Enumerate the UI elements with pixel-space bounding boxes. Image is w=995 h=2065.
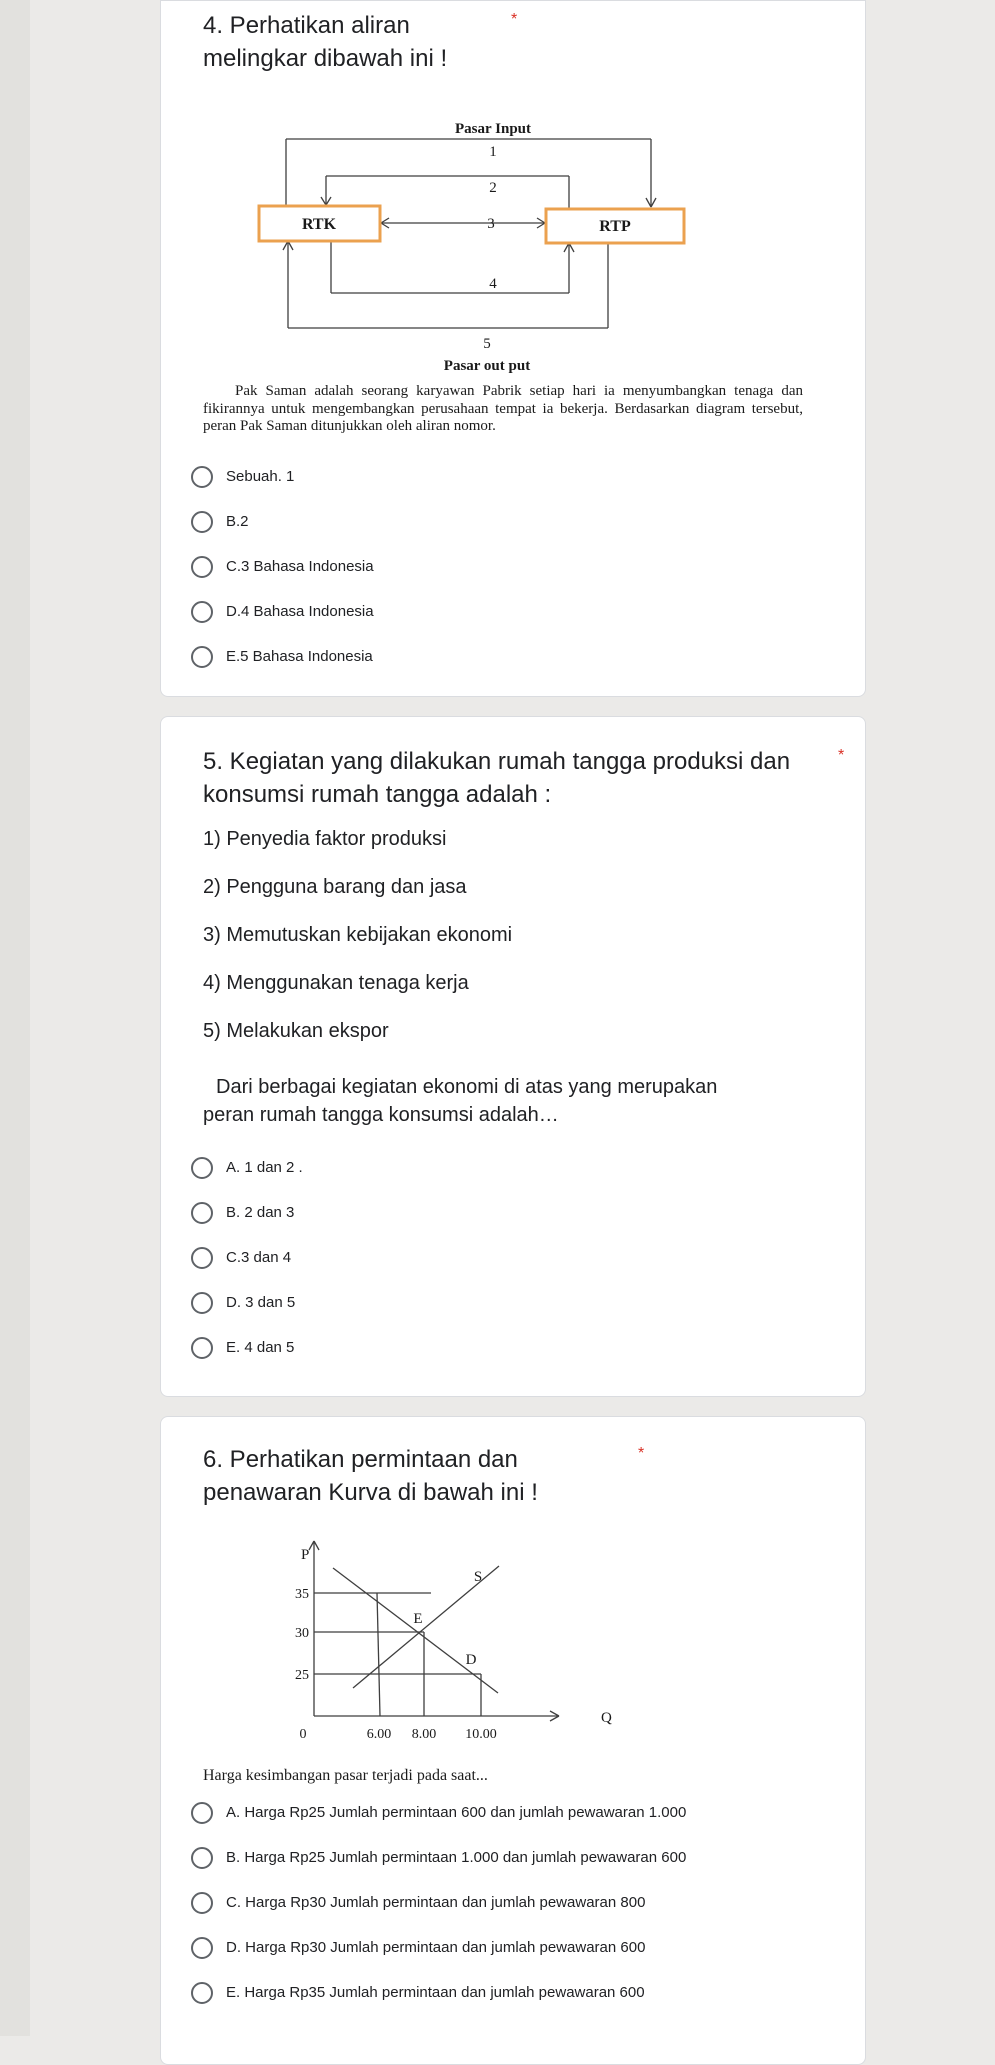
- option-label[interactable]: B. Harga Rp25 Jumlah permintaan 1.000 dan jumlah pewawaran 600: [226, 1849, 687, 1866]
- question-4-options: [161, 466, 865, 668]
- option-row[interactable]: [191, 1292, 865, 1314]
- option-label[interactable]: D.4 Bahasa Indonesia: [226, 603, 374, 620]
- list-item: 5) Melakukan ekspor: [203, 1019, 389, 1042]
- flow-1-label: 1: [489, 144, 497, 160]
- radio-button[interactable]: [191, 466, 213, 488]
- y-tick-25: 25: [295, 1667, 309, 1683]
- equilibrium-label: E: [413, 1610, 423, 1627]
- radio-button[interactable]: [191, 1802, 213, 1824]
- y-axis-label: P: [301, 1546, 310, 1563]
- option-label[interactable]: Sebuah. 1: [226, 468, 295, 485]
- question-5-title: 5. Kegiatan yang dilakukan rumah tangga produksi dan konsumsi rumah tangga adalah :: [203, 747, 791, 808]
- list-item: 4) Menggunakan tenaga kerja: [203, 971, 469, 994]
- option-label[interactable]: C. Harga Rp30 Jumlah permintaan dan jumlah pewawaran 800: [226, 1894, 646, 1911]
- rtp-box-label: RTP: [599, 218, 631, 235]
- x-tick-6: 6.00: [366, 1726, 392, 1742]
- option-row[interactable]: [191, 1802, 865, 1824]
- option-label[interactable]: B. 2 dan 3: [226, 1204, 295, 1221]
- radio-button[interactable]: [191, 1202, 213, 1224]
- question-5-title-row: [203, 745, 865, 811]
- option-label[interactable]: A. 1 dan 2 .: [226, 1159, 303, 1176]
- x-tick-8: 8.00: [411, 1726, 437, 1742]
- supply-demand-chart: [281, 1531, 626, 1753]
- option-row[interactable]: [191, 1337, 865, 1359]
- pasar-output-label: Pasar out put: [443, 358, 531, 374]
- option-row[interactable]: [191, 1937, 865, 1959]
- option-label[interactable]: E. Harga Rp35 Jumlah permintaan dan jumlah pewawaran 600: [226, 1984, 645, 2001]
- pasar-input-label: Pasar Input: [455, 121, 531, 137]
- option-label[interactable]: C.3 dan 4: [226, 1249, 292, 1266]
- circular-flow-diagram: [251, 89, 711, 381]
- question-card-5: [160, 716, 866, 1397]
- radio-button[interactable]: [191, 556, 213, 578]
- required-asterisk: *: [638, 1444, 645, 1462]
- list-item: 1) Penyedia faktor produksi: [203, 827, 447, 850]
- supply-label: S: [473, 1568, 483, 1585]
- radio-button[interactable]: [191, 601, 213, 623]
- rtk-box-label: RTK: [301, 216, 337, 233]
- required-asterisk: *: [511, 11, 518, 28]
- radio-button[interactable]: [191, 1337, 213, 1359]
- option-label[interactable]: C.3 Bahasa Indonesia: [226, 558, 374, 575]
- radio-button[interactable]: [191, 1292, 213, 1314]
- option-row[interactable]: [191, 1982, 865, 2004]
- option-label[interactable]: E.5 Bahasa Indonesia: [226, 648, 373, 665]
- y-tick-30: 30: [295, 1625, 309, 1641]
- question-card-4: [160, 0, 866, 697]
- option-row[interactable]: [191, 511, 865, 533]
- option-row[interactable]: [191, 1247, 865, 1269]
- radio-button[interactable]: [191, 1847, 213, 1869]
- option-label[interactable]: D. 3 dan 5: [226, 1294, 296, 1311]
- option-row[interactable]: [191, 1892, 865, 1914]
- question-4-title-row: [203, 9, 865, 75]
- radio-button[interactable]: [191, 646, 213, 668]
- required-asterisk: *: [838, 746, 845, 764]
- question-6-options: [161, 1802, 865, 2004]
- flow-3-label: 3: [487, 216, 495, 232]
- option-label[interactable]: E. 4 dan 5: [226, 1339, 295, 1356]
- origin-label: 0: [299, 1726, 307, 1742]
- question-5-item-list: [161, 827, 865, 1043]
- question-6-caption: Harga kesimbangan pasar terjadi pada saat...: [203, 1766, 488, 1784]
- radio-button[interactable]: [191, 1892, 213, 1914]
- flow-2-label: 2: [489, 180, 497, 196]
- question-6-title: 6. Perhatikan permintaan dan penawaran Kurva di bawah ini !: [203, 1445, 538, 1506]
- x-axis-label: Q: [601, 1709, 612, 1726]
- question-5-options: [161, 1157, 865, 1359]
- radio-button[interactable]: [191, 1937, 213, 1959]
- y-tick-35: 35: [295, 1586, 309, 1602]
- list-item: 3) Memutuskan kebijakan ekonomi: [203, 923, 513, 946]
- radio-button[interactable]: [191, 1247, 213, 1269]
- option-label[interactable]: D. Harga Rp30 Jumlah permintaan dan jumlah pewawaran 600: [226, 1939, 646, 1956]
- option-row[interactable]: [191, 1157, 865, 1179]
- demand-label: D: [465, 1651, 477, 1668]
- option-row[interactable]: [191, 1202, 865, 1224]
- option-row[interactable]: [191, 601, 865, 623]
- option-label[interactable]: A. Harga Rp25 Jumlah permintaan 600 dan jumlah pewawaran 1.000: [226, 1804, 687, 1821]
- option-row[interactable]: [191, 556, 865, 578]
- radio-button[interactable]: [191, 1157, 213, 1179]
- question-4-title: 4. Perhatikan aliran melingkar dibawah ini !: [203, 12, 448, 72]
- page-left-margin-strip: [0, 0, 30, 2036]
- x-tick-10: 10.00: [465, 1726, 497, 1742]
- flow-4-label: 4: [489, 276, 497, 292]
- option-label[interactable]: B.2: [226, 513, 249, 530]
- flow-5-label: 5: [483, 336, 491, 352]
- option-row[interactable]: [191, 646, 865, 668]
- radio-button[interactable]: [191, 511, 213, 533]
- question-4-caption: Pak Saman adalah seorang karyawan Pabrik setiap hari ia menyumbangkan tenaga dan fikirannya untuk mengembangkan perusahaan tempat ia bekerja. Berdasarkan diagram tersebut, peran Pak Saman ditunjukkan oleh aliran nomor.: [203, 383, 803, 434]
- option-row[interactable]: [191, 1847, 865, 1869]
- question-5-closing-text: Dari berbagai kegiatan ekonomi di atas yang merupakan peran rumah tangga konsumsi adalah…: [203, 1075, 718, 1126]
- question-6-title-row: [203, 1443, 865, 1509]
- radio-button[interactable]: [191, 1982, 213, 2004]
- question-card-6: [160, 1416, 866, 2065]
- option-row[interactable]: [191, 466, 865, 488]
- list-item: 2) Pengguna barang dan jasa: [203, 875, 467, 898]
